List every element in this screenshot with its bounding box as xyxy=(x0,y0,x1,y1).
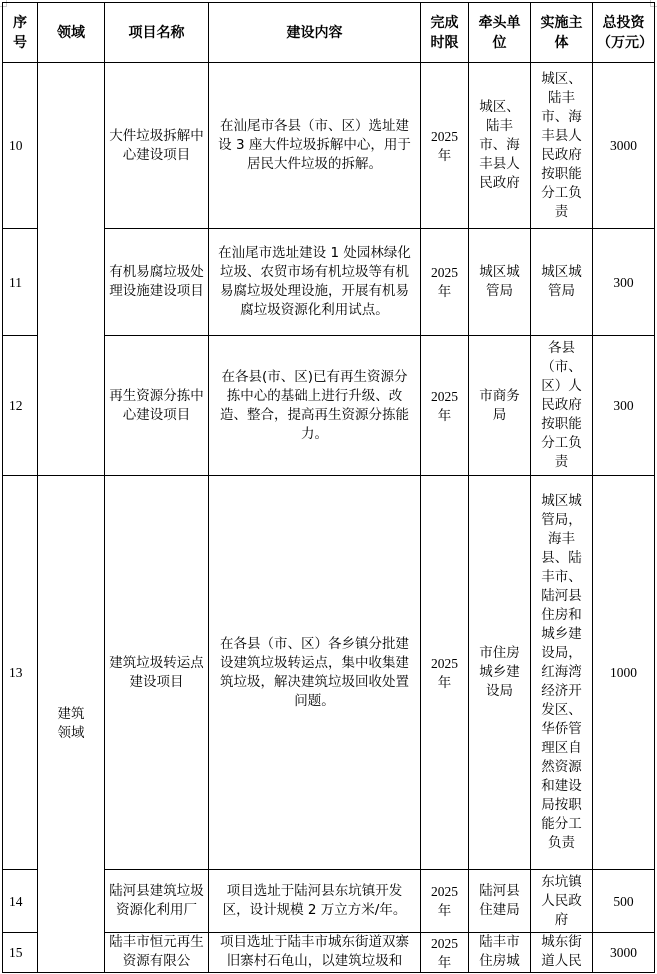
cell-deadline: 2025年 xyxy=(421,229,469,336)
cell-text: 陆丰市恒元再生资源有限公 xyxy=(109,934,204,969)
cell-deadline: 2025年 xyxy=(421,63,469,229)
cell-text: 陆丰市住房城 xyxy=(479,934,520,969)
cell-implementer xyxy=(531,933,593,973)
project-table xyxy=(2,2,655,973)
header-deadline: 完成时限 xyxy=(421,3,469,63)
cell-content: 在汕尾市各县（市、区）选址建设 3 座大件垃圾拆解中心，用于居民大件垃圾的拆解。 xyxy=(209,63,421,229)
cell-content: 项目选址于陆河县东坑镇开发区，设计规模 2 万立方米/年。 xyxy=(209,870,421,933)
cell-investment: 500 xyxy=(593,870,655,933)
cell-implementer: 城区城管局，海丰县、陆丰市、陆河县住房和城乡建设局，红海湾经济开发区、华侨管理区自然资源和建设局按职能分工负责 xyxy=(531,476,593,870)
header-content: 建设内容 xyxy=(209,3,421,63)
header-domain: 领域 xyxy=(38,3,105,63)
cell-seq: 12 xyxy=(3,336,38,476)
cell-investment: 3000 xyxy=(593,63,655,229)
cell-content: 在各县（市、区）各乡镇分批建设建筑垃圾转运点，集中收集建筑垃圾，解决建筑垃圾回收处置问题。 xyxy=(209,476,421,870)
cell-project-name: 有机易腐垃圾处理设施建设项目 xyxy=(105,229,209,336)
cell-implementer: 东坑镇人民政府 xyxy=(531,870,593,933)
cell-seq: 10 xyxy=(3,63,38,229)
cell-lead-unit: 陆河县住建局 xyxy=(469,870,531,933)
cell-seq: 13 xyxy=(3,476,38,870)
cell-deadline: 2025年 xyxy=(421,870,469,933)
cell-deadline: 2025年 xyxy=(421,336,469,476)
cell-project-name xyxy=(105,933,209,973)
cell-content xyxy=(209,933,421,973)
cell-project-name: 再生资源分拣中心建设项目 xyxy=(105,336,209,476)
cell-content: 在汕尾市选址建设 1 处园林绿化垃圾、农贸市场有机垃圾等有机易腐垃圾处理设施，开展有机易腐垃圾资源化利用试点。 xyxy=(209,229,421,336)
header-lead-unit: 牵头单位 xyxy=(469,3,531,63)
header-name: 项目名称 xyxy=(105,3,209,63)
cell-implementer: 各县（市、区）人民政府按职能分工负责 xyxy=(531,336,593,476)
header-implementer: 实施主体 xyxy=(531,3,593,63)
cell-lead-unit xyxy=(469,933,531,973)
cell-investment: 1000 xyxy=(593,476,655,870)
cell-seq: 14 xyxy=(3,870,38,933)
cell-deadline: 2025年 xyxy=(421,933,469,973)
cell-seq: 15 xyxy=(3,933,38,973)
cell-content: 在各县(市、区)已有再生资源分拣中心的基础上进行升级、改造、整合，提高再生资源分拣能力。 xyxy=(209,336,421,476)
cell-investment: 300 xyxy=(593,336,655,476)
cell-lead-unit: 市商务局 xyxy=(469,336,531,476)
cell-lead-unit: 城区城管局 xyxy=(469,229,531,336)
cell-domain-group: 建筑领域 xyxy=(38,476,105,973)
cell-project-name: 大件垃圾拆解中心建设项目 xyxy=(105,63,209,229)
cell-investment: 300 xyxy=(593,229,655,336)
cell-deadline: 2025年 xyxy=(421,476,469,870)
cell-lead-unit: 市住房城乡建设局 xyxy=(469,476,531,870)
cell-text: 项目选址于陆丰市城东街道双寨旧寨村石龟山，以建筑垃圾和 xyxy=(220,934,409,969)
cell-text: 城东街道人民 xyxy=(541,934,582,969)
cell-project-name: 陆河县建筑垃圾资源化利用厂 xyxy=(105,870,209,933)
cell-lead-unit: 城区、陆丰市、海丰县人民政府 xyxy=(469,63,531,229)
header-seq: 序号 xyxy=(3,3,38,63)
cell-domain-group xyxy=(38,63,105,476)
header-investment: 总投资（万元） xyxy=(593,3,655,63)
cell-implementer: 城区、陆丰市、海丰县人民政府按职能分工负责 xyxy=(531,63,593,229)
cell-implementer: 城区城管局 xyxy=(531,229,593,336)
cell-seq: 11 xyxy=(3,229,38,336)
cell-project-name: 建筑垃圾转运点建设项目 xyxy=(105,476,209,870)
table-row xyxy=(3,63,655,229)
header-row xyxy=(3,3,655,63)
table-row xyxy=(3,476,655,870)
cell-investment: 3000 xyxy=(593,933,655,973)
